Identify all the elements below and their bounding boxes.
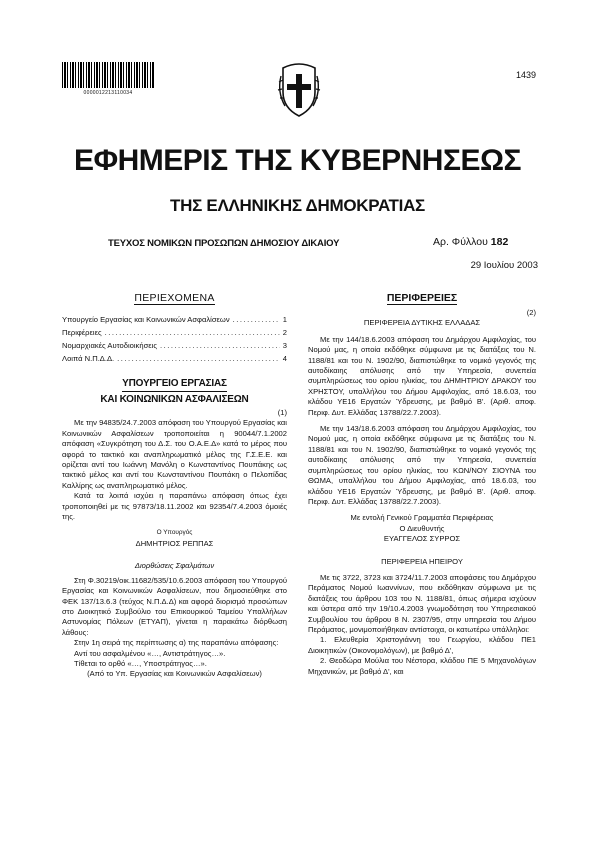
item-number: (1) <box>277 408 287 417</box>
sheet-number <box>433 236 508 248</box>
toc-item-page: 2 <box>282 328 287 337</box>
toc-dot-leader <box>233 313 280 326</box>
decision-paragraph: Με την 144/18.6.2003 απόφαση του Δημάρχου Αμφιλοχίας, του Νομού μας, η οποία εκδόθηκε σύμφωνα με τις διατάξεις του Ν. 1188/81 και του Ν. 1902/90, διαπιστώθηκε το νομικό γεγονός της αυτοδίκαιης απόλυσης από την Υπηρεσία, συνεπεία συμπληρώσεως του ορίου ηλικίας, του ΔΗΜΗΤΡΙΟΥ ΔΡΑΚΟΥ του ΧΡΗΣΤΟΥ, υπαλλήλου του Δήμου Αμφιλοχίας, από 18.6.03, του κλάδου ΥΕ16 Εργατών Ύδρευσης, με βαθμό Β'. (Αριθ. αποφ. Περιφ. Δυτ. Ελλάδας 13788/22.7.2003). <box>308 334 536 417</box>
toc-item[interactable] <box>62 352 287 365</box>
toc-item[interactable] <box>62 313 287 326</box>
toc-dot-leader <box>160 339 280 352</box>
gazette-title: ΕΦΗΜΕΡΙΣ ΤΗΣ ΚΥΒΕΡΝΗΣΕΩΣ <box>73 144 522 177</box>
ministry-heading-line2: ΚΑΙ ΚΟΙΝΩΝΙΚΩΝ ΑΣΦΑΛΙΣΕΩΝ <box>100 394 249 405</box>
barcode-number: 0000012213110034 <box>83 90 133 96</box>
decision-paragraph: Με την 143/18.6.2003 απόφαση του Δημάρχου Αμφιλοχίας, του Νομού μας, η οποία εκδόθηκε σύμφωνα με τις διατάξεις του Ν. 1188/81 και του Ν. 1902/90, διαπιστώθηκε το νομικό γεγονός της αυτοδίκαιης απόλυσης από την Υπηρεσία, συνεπεία συμπληρώσεως του ορίου ηλικίας, του ΚΩΝ/ΝΟΥ ΣΙΟΥΝΑ του ΘΩΜΑ, υπαλλήλου του Δήμου Αμφιλοχίας, από 18.6.03, του κλάδου ΥΕ16 Εργατών Ύδρευσης, με βαθμό Β'. (Αριθ. αποφ. Περιφ. Δυτ. Ελλάδας 13788/22.7.2003). <box>308 424 536 506</box>
page-number: 1439 <box>515 70 536 80</box>
gazette-subtitle: ΤΗΣ ΕΛΛΗΝΙΚΗΣ ΔΗΜΟΚΡΑΤΙΑΣ <box>170 196 425 215</box>
list-item: 1. Ελευθερία Χριστογιάννη του Γεωργίου, κλάδου ΠΕ1 Διοικητικών (Οικονομολόγων), με βαθμό Δ', <box>308 635 536 655</box>
issue-type: ΤΕΥΧΟΣ ΝΟΜΙΚΩΝ ΠΡΟΣΩΠΩΝ ΔΗΜΟΣΙΟΥ ΔΙΚΑΙΟΥ <box>108 238 340 249</box>
errata-source: (Από το Υπ. Εργασίας και Κοινωνικών Ασφαλίσεων) <box>87 669 262 679</box>
errata-heading: Διορθώσεις Σφαλμάτων <box>134 561 215 571</box>
toc-dot-leader <box>105 326 280 339</box>
toc-dot-leader <box>117 352 280 365</box>
signer-title: Ο Υπουργός <box>156 529 193 537</box>
item-number: (2) <box>526 308 536 317</box>
toc-item-page: 1 <box>282 315 287 324</box>
decision-paragraph: Με τις 3722, 3723 και 3724/11.7.2003 αποφάσεις του Δημάρχου Περάματος Νομού Ιωαννίνων, που εκδόθηκαν σύμφωνα με τις διατάξεις του άρθρου 103 του Ν. 1188/81, όπως σήμερα ισχύουν και ύστερα από την 19/10.4.2003 γνωμοδότηση του Υπηρεσιακού Συμβουλίου του άρθρου 8 Ν. 2307/95, στην υπηρεσία του Δήμου Περάματος, μονιμοποιήθηκαν αντίστοιχα, οι κατωτέρω υπάλληλοι: <box>308 572 536 634</box>
region-heading: ΠΕΡΙΦΕΡΕΙΑ ΗΠΕΙΡΟΥ <box>381 556 463 566</box>
toc-item-label: Υπουργείο Εργασίας και Κοινωνικών Ασφαλίσεων <box>62 315 230 324</box>
sheet-label: Αρ. Φύλλου <box>433 236 488 248</box>
region-heading: ΠΕΡΙΦΕΡΕΙΑ ΔΥΤΙΚΗΣ ΕΛΛΑΔΑΣ <box>363 318 481 328</box>
toc-item-label: Λοιπά Ν.Π.Δ.Δ. <box>62 354 115 363</box>
sheet-value: 182 <box>490 236 509 248</box>
decision-paragraph: Με την 94835/24.7.2003 απόφαση του Υπουργού Εργασίας και Κοινωνικών Ασφαλίσεων τροποποιείται η 90044/7.1.2002 απόφαση «Συγκρότηση του Δ.Σ. του Ο.Α.Ε.Δ» κατά το μέρος που αφορά το τακτικό και αναπληρωματικό μέλος της Γ.Σ.Ε.Ε. και ορίζεται αντί του Ιωάννη Μανόλη ο Κωνσταντίνος Πουπάκης ως τακτικό μέλος και αντί του Κωνσταντίνου Πουπάκη ο Πελοπίδας Καλλίρης ως αναπληρωματικό μέλος. <box>62 418 287 490</box>
toc-heading: ΠΕΡΙΕΧΟΜΕΝΑ <box>134 292 215 304</box>
toc-item-page: 4 <box>282 354 287 363</box>
ministry-heading-line1: ΥΠΟΥΡΓΕΙΟ ΕΡΓΑΣΙΑΣ <box>122 376 227 392</box>
table-of-contents <box>62 313 287 365</box>
issue-date: 29 Ιουλίου 2003 <box>470 260 538 271</box>
errata-paragraph: Τίθεται το ορθό «…, Υποστράτηγος…». <box>74 658 207 668</box>
errata-paragraph: Στην 1η σειρά της περίπτωσης α) της παραπάνω απόφασης: <box>74 638 279 648</box>
signer-name: ΕΥΑΓΓΕΛΟΣ ΣΥΡΡΟΣ <box>383 534 461 544</box>
signer-name: ΔΗΜΗΤΡΙΟΣ ΡΕΠΠΑΣ <box>135 538 214 548</box>
toc-item-label: Περιφέρειες <box>62 328 102 337</box>
barcode <box>62 62 154 88</box>
signer-line: Με εντολή Γενικού Γραμματέα Περιφέρειας <box>350 513 494 523</box>
errata-paragraph: Στη Φ.30219/οικ.11682/535/10.6.2003 απόφαση του Υπουργού Εργασίας και Κοινωνικών Ασφαλίσεων, που δημοσιεύθηκε στο ΦΕΚ 137/13.6.3 (τεύχος Ν.Π.Δ.Δ) και αφορά διορισμό προσώπων στο Διοικητικό Συμβούλιο του Επικουρικού Ταμείου Υπαλλήλων Αστυνομίας Πόλεων (ΕΤΥΑΠ), γίνεται η παρακάτω διόρθωση λάθους: <box>62 575 287 637</box>
greek-coat-of-arms-icon <box>275 58 323 120</box>
errata-paragraph: Αντί του ασφαλμένου «…, Αντιστράτηγος…». <box>74 648 226 658</box>
toc-item[interactable] <box>62 339 287 352</box>
toc-item-label: Νομαρχιακές Αυτοδιοικήσεις <box>62 341 157 350</box>
toc-item-page: 3 <box>282 341 287 350</box>
ministry-heading <box>62 376 287 407</box>
list-item: 2. Θεοδώρα Μούλια του Νέστορα, κλάδου ΠΕ 5 Μηχανολόγων Μηχανικών, με βαθμό Δ', και <box>308 656 536 676</box>
ministry-section-body <box>62 408 287 680</box>
regions-section-body <box>308 308 536 677</box>
regions-heading: ΠΕΡΙΦΕΡΕΙΕΣ <box>386 292 458 304</box>
signer-line: Ο Διευθυντής <box>399 523 445 533</box>
toc-item[interactable] <box>62 326 287 339</box>
decision-paragraph: Κατά τα λοιπά ισχύει η παραπάνω απόφαση όπως έχει τροποποιηθεί με τις 97873/18.11.2002 και 92354/7.4.2003 όμοιές της. <box>62 491 287 522</box>
